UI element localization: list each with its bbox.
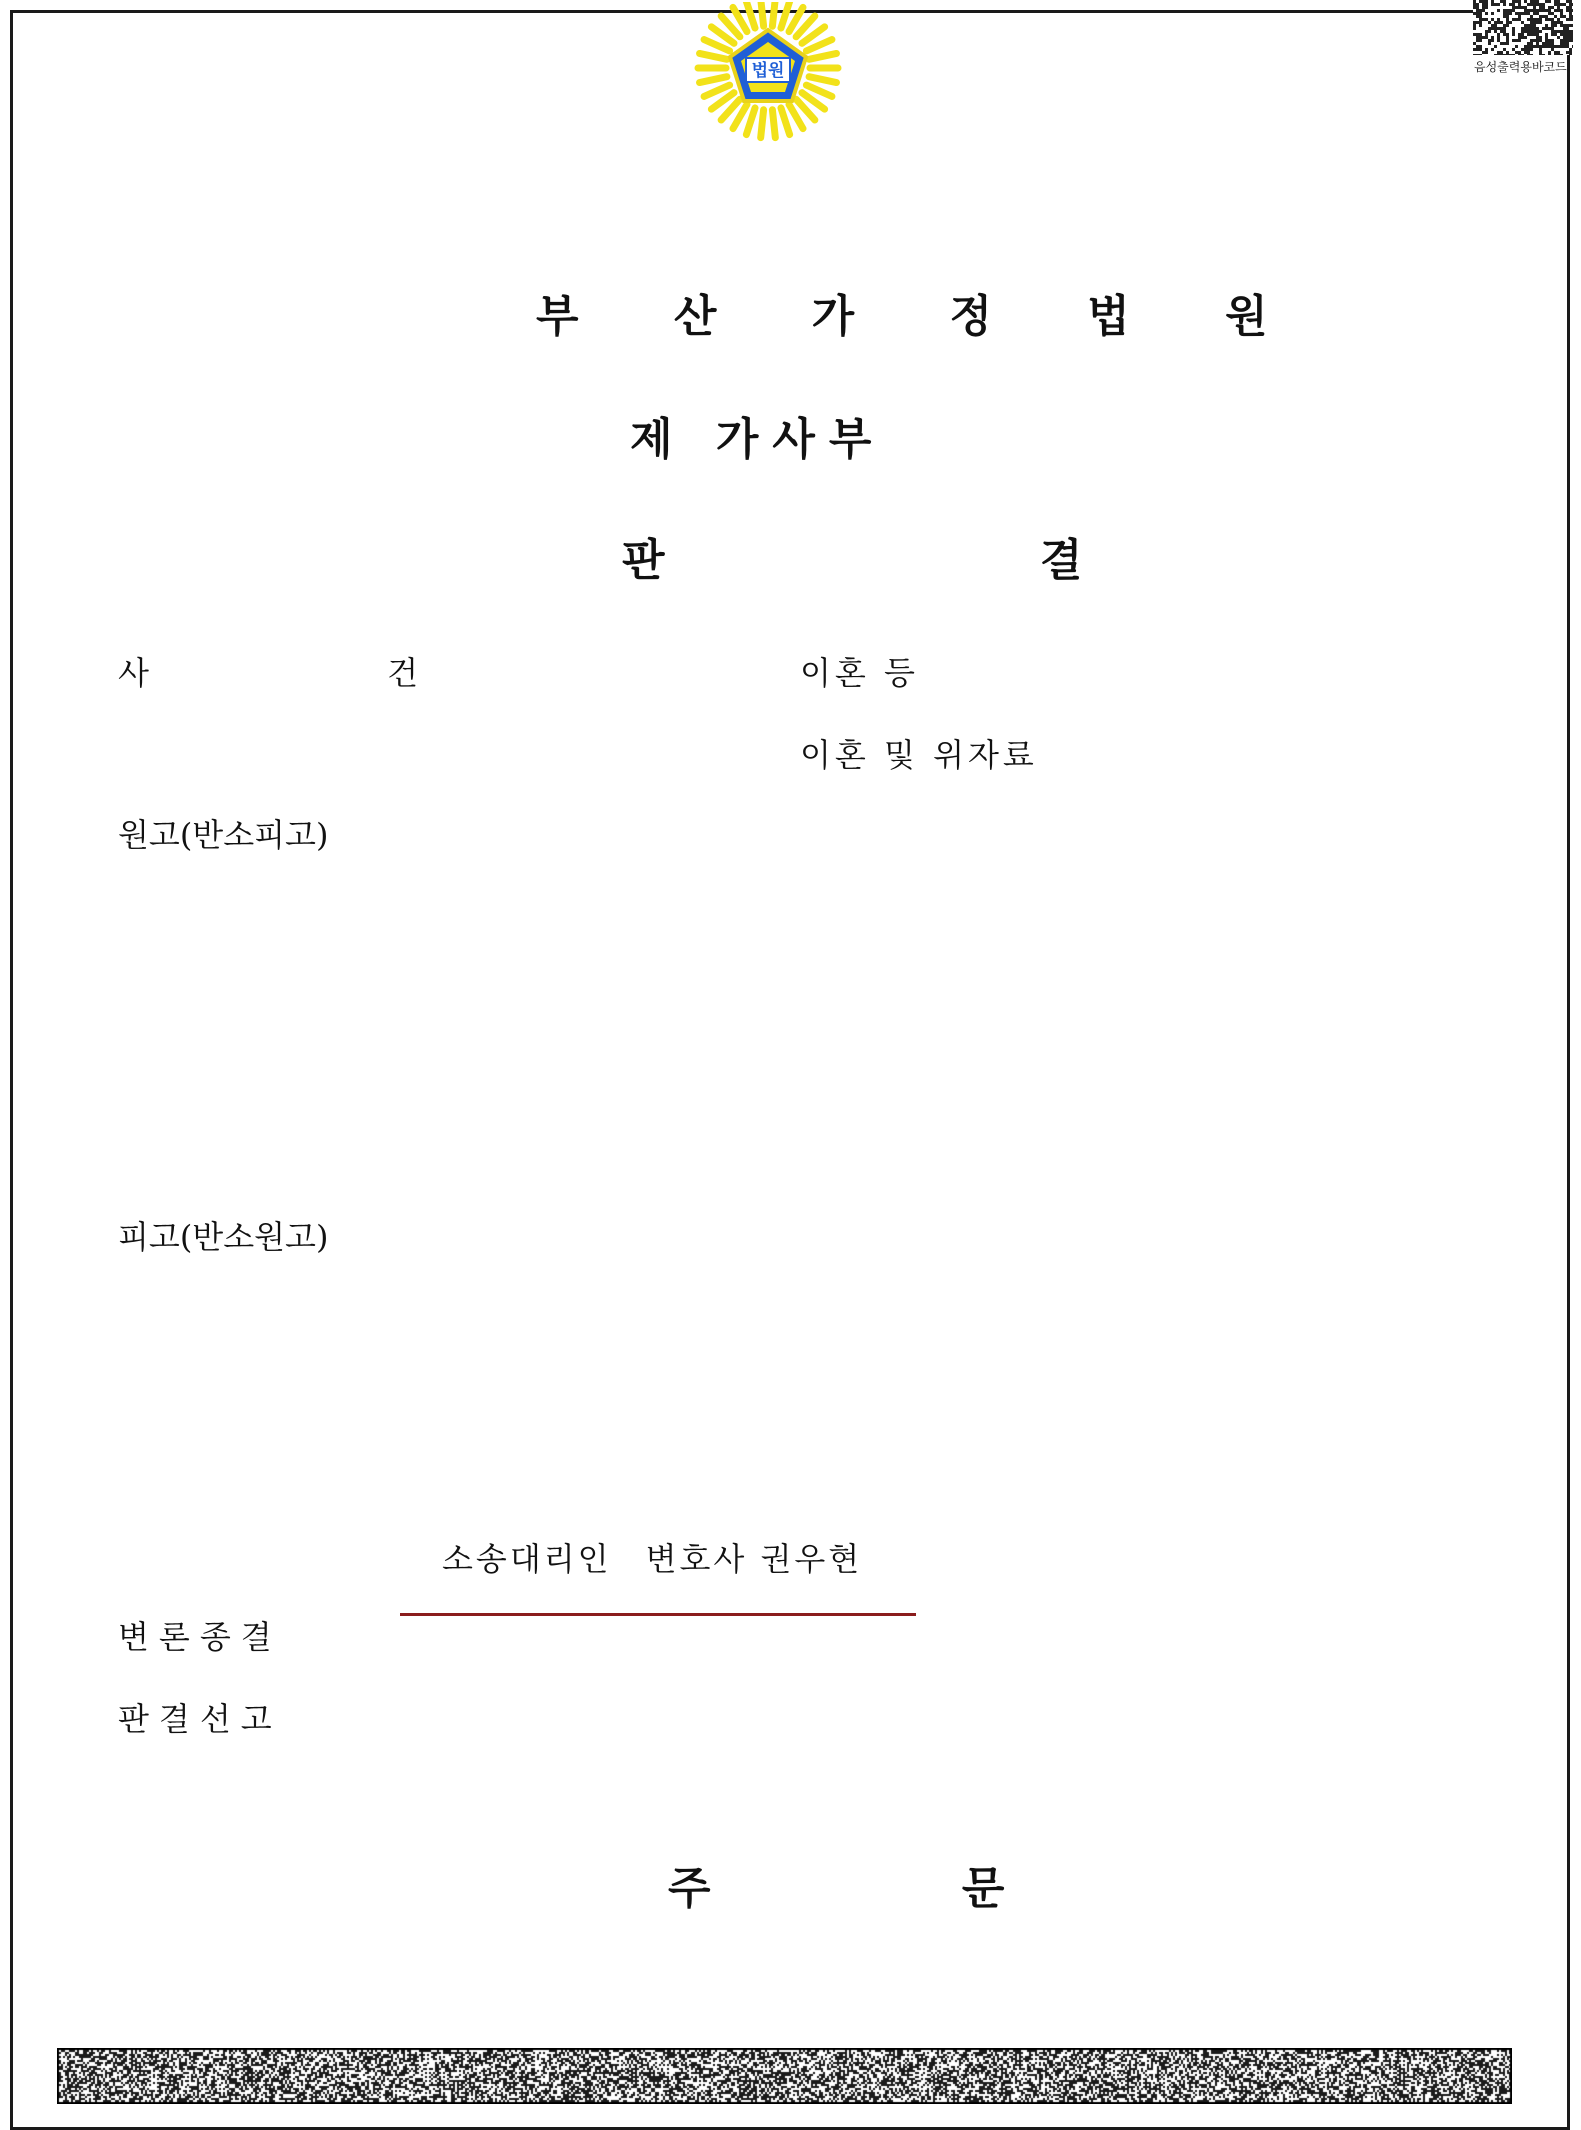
attorney-role: 변호사 — [645, 1540, 748, 1578]
attorney-underline — [400, 1613, 916, 1616]
encoded-data-strip — [57, 2048, 1512, 2104]
court-name: 부 산 가 정 법 원 — [536, 291, 1308, 342]
defendant-label: 피고(반소원고) — [118, 1218, 329, 1256]
closing-date-label: 변론종결 — [118, 1618, 282, 1656]
plaintiff-label: 원고(반소피고) — [118, 816, 329, 854]
verdict-date-label: 판결선고 — [118, 1700, 282, 1738]
emblem-text: 법원 — [751, 61, 785, 81]
document-title: 판 결 — [622, 535, 1263, 586]
barcode-qr-icon — [1473, 0, 1573, 55]
division-name: 제 가사부 — [630, 414, 886, 465]
attorney-title: 소송대리인 — [442, 1540, 612, 1578]
case-label: 사 건 — [118, 654, 532, 692]
barcode-caption: 음성출력용바코드 — [1474, 60, 1567, 74]
attorney-name: 권우현 — [760, 1540, 863, 1578]
attorney-line — [442, 1534, 862, 1580]
order-heading: 주 문 — [668, 1863, 1123, 1914]
case-value-1: 이혼 등 — [800, 654, 919, 692]
court-emblem-icon — [688, 2, 848, 147]
case-value-2: 이혼 및 위자료 — [800, 736, 1038, 774]
